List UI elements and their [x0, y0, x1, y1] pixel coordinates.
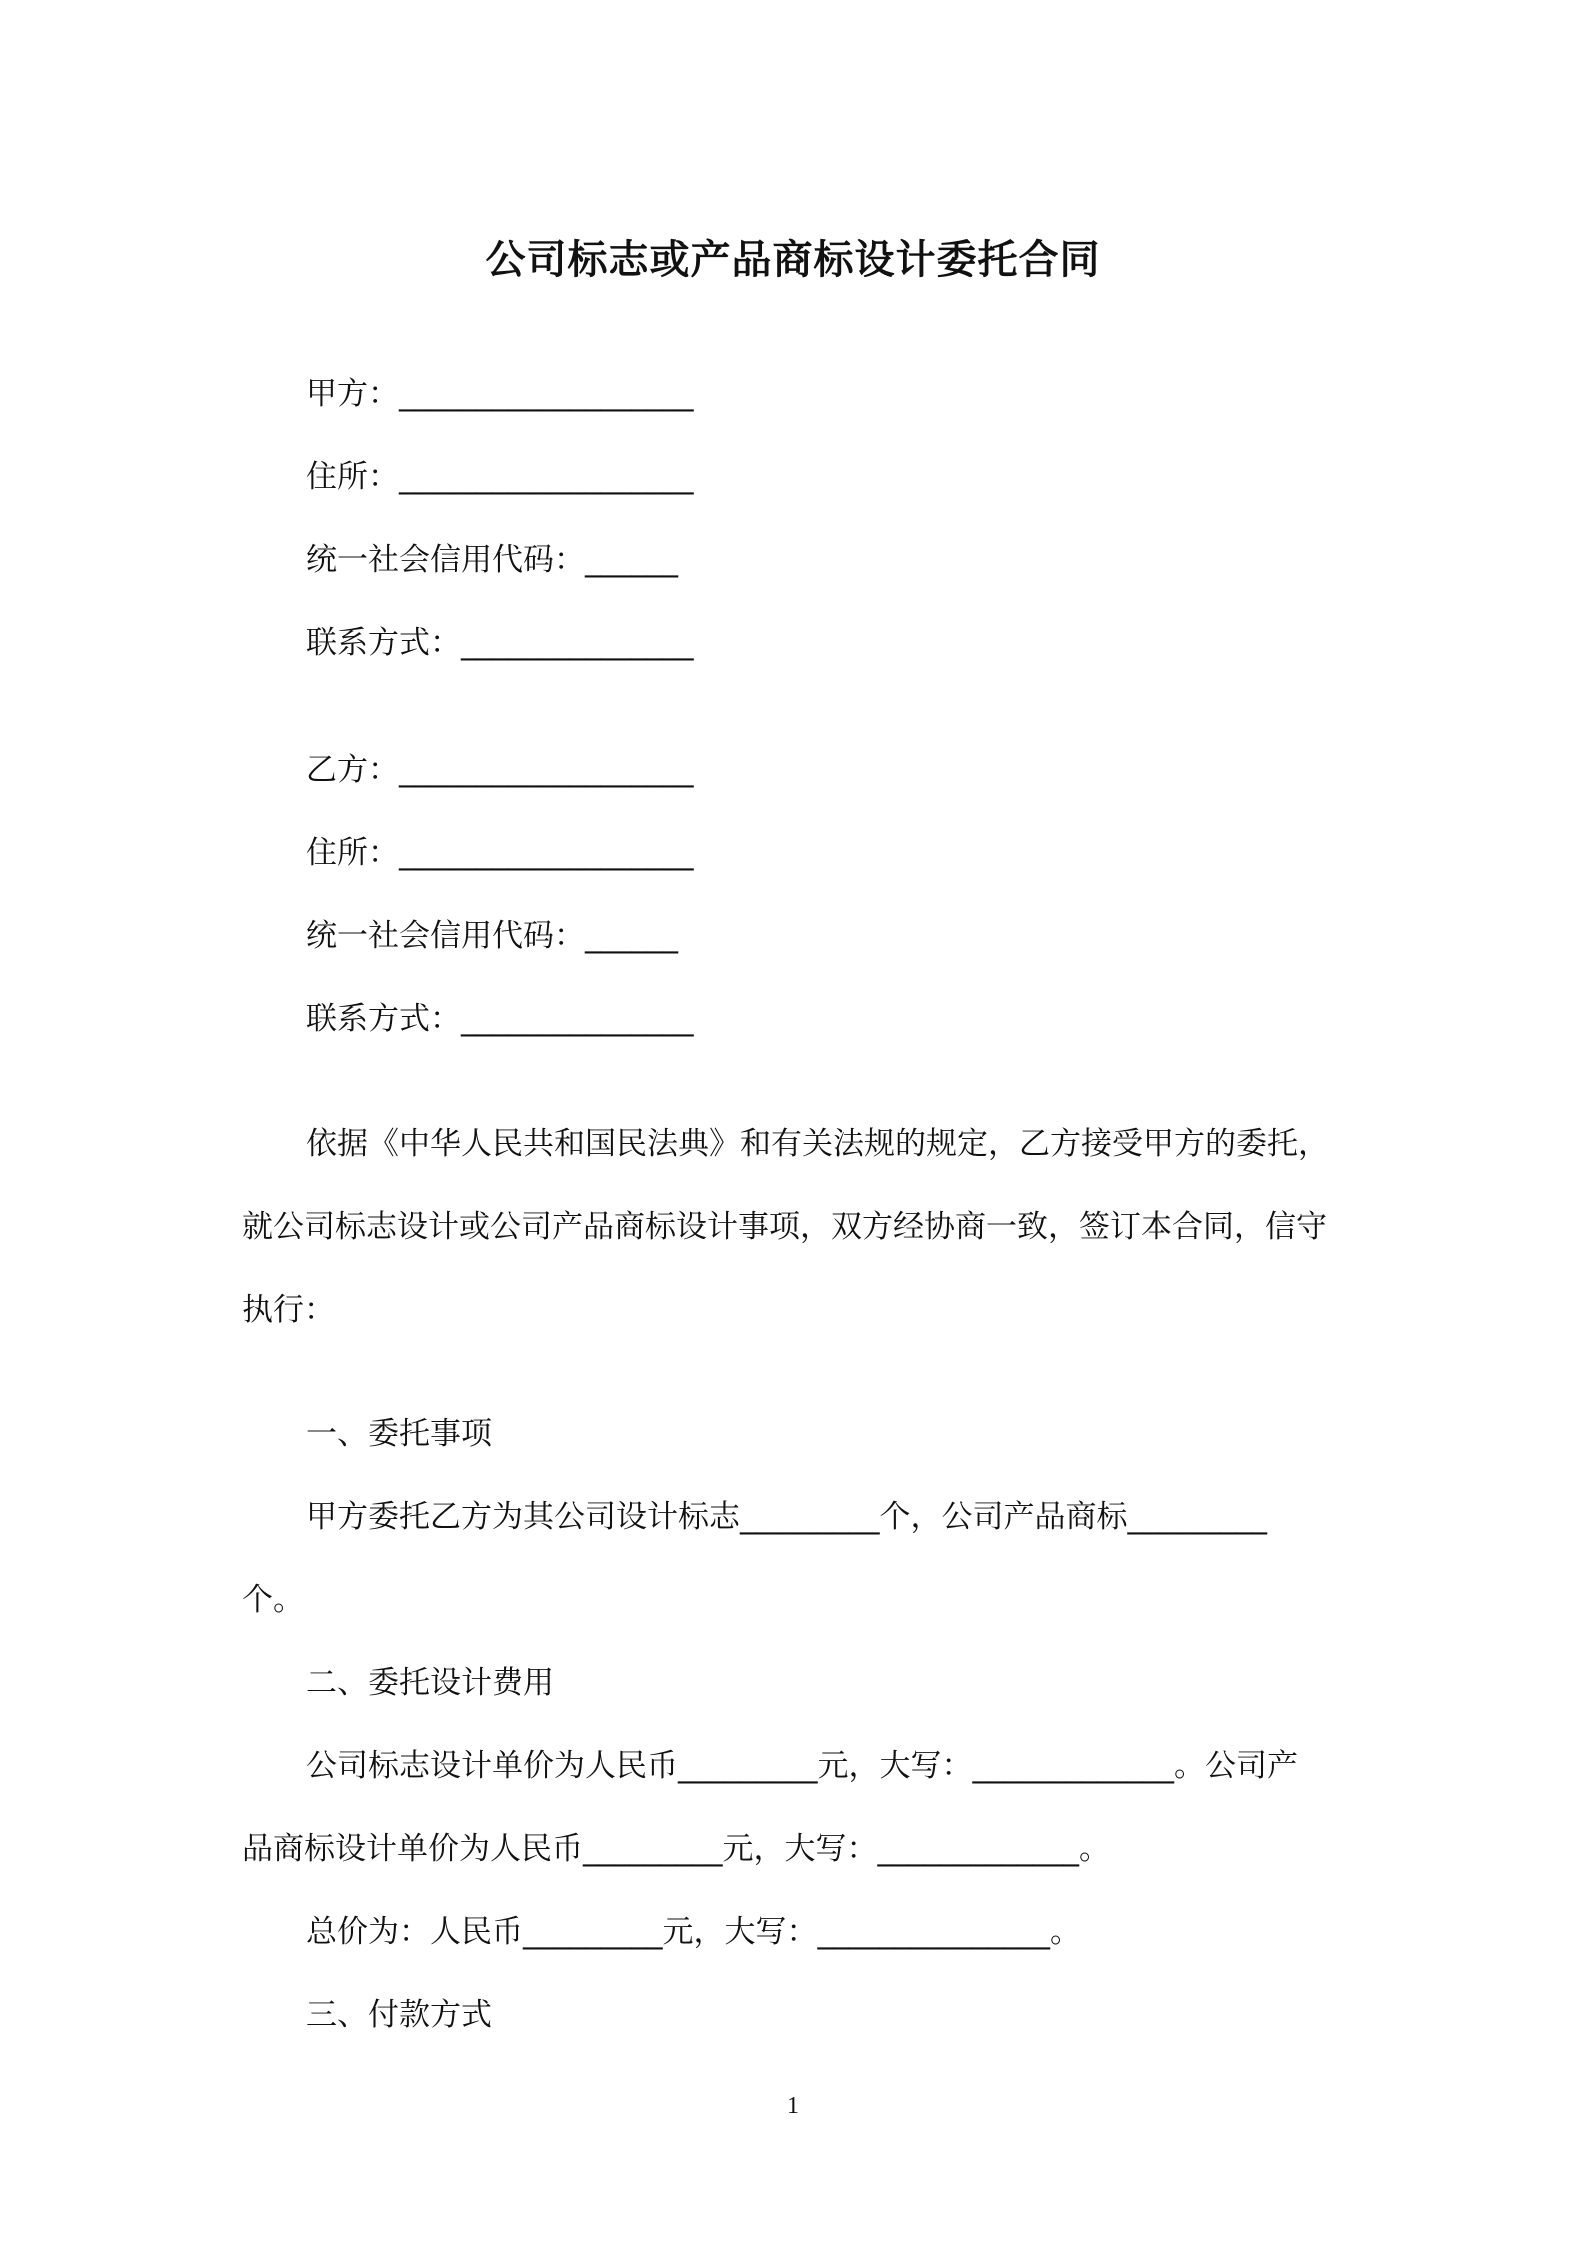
- party-a-name: 甲方：___________________: [306, 376, 694, 412]
- section-1-line-2: 个。: [242, 1582, 304, 1618]
- document-title: 公司标志或产品商标设计委托合同: [485, 237, 1101, 283]
- party-b-name: 乙方：___________________: [306, 752, 694, 788]
- section-2-line-1: 公司标志设计单价为人民币_________元，大写：_____________。公司产: [306, 1748, 1298, 1784]
- preamble-line-2: 就公司标志设计或公司产品商标设计事项，双方经协商一致，签订本合同，信守: [242, 1209, 1327, 1245]
- party-a-credit-code: 统一社会信用代码：______: [306, 542, 678, 578]
- section-2-line-2: 品商标设计单价为人民币_________元，大写：_____________。: [242, 1831, 1110, 1867]
- party-b-contact: 联系方式：_______________: [306, 1001, 694, 1037]
- party-a-address: 住所：___________________: [306, 459, 694, 495]
- section-1-line-1: 甲方委托乙方为其公司设计标志_________个，公司产品商标_________: [306, 1499, 1267, 1535]
- page-number: 1: [787, 2093, 799, 2119]
- section-2-line-3: 总价为：人民币_________元，大写：_______________。: [306, 1914, 1081, 1950]
- preamble-line-3: 执行：: [242, 1292, 335, 1328]
- section-2-heading: 二、委托设计费用: [306, 1665, 554, 1701]
- party-b-credit-code: 统一社会信用代码：______: [306, 918, 678, 954]
- party-a-contact: 联系方式：_______________: [306, 625, 694, 661]
- section-3-heading: 三、付款方式: [306, 1997, 492, 2033]
- section-1-heading: 一、委托事项: [306, 1416, 492, 1452]
- party-b-address: 住所：___________________: [306, 835, 694, 871]
- preamble-line-1: 依据《中华人民共和国民法典》和有关法规的规定，乙方接受甲方的委托，: [306, 1126, 1329, 1162]
